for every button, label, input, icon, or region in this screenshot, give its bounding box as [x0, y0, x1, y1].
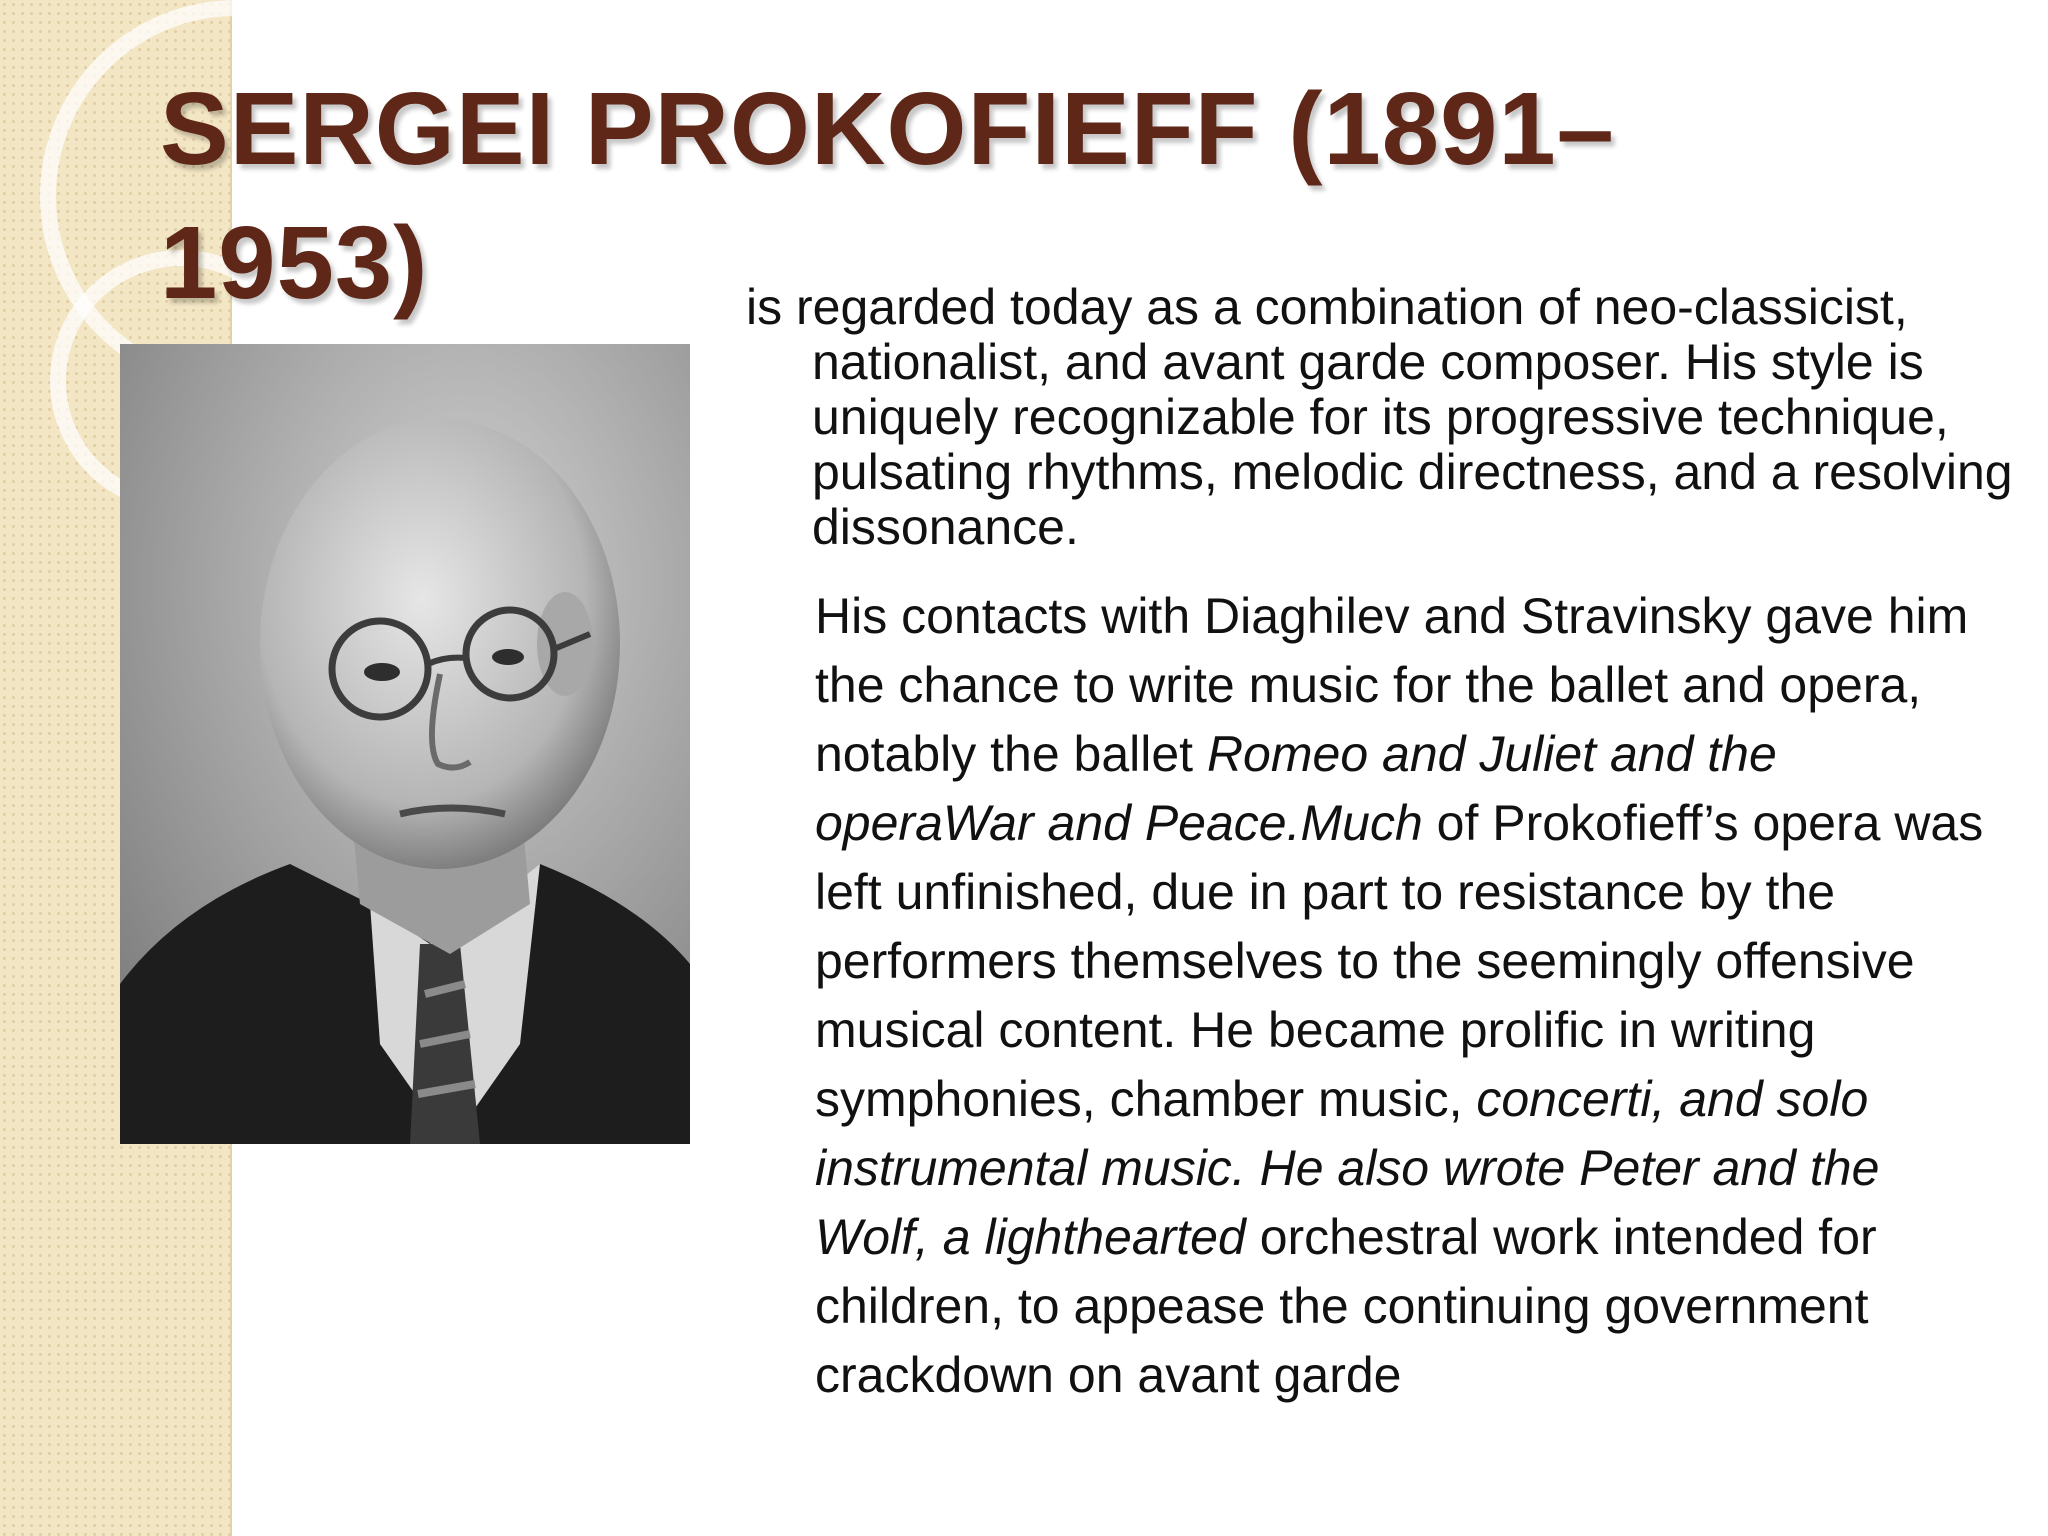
body-text-part-1: His contacts with Diaghilev and Stravinsky gave him the chance to write music for the ballet and opera, notably the ballet — [815, 588, 1969, 782]
body-text-italic-2: concerti, and solo instrumental music. He also wrote Peter and the Wolf, a lighthearted — [815, 1071, 1880, 1265]
portrait-photo-icon — [120, 344, 690, 1144]
body-text-italic-1: Romeo and Juliet and the operaWar and Peace.Much — [815, 726, 1777, 851]
slide-title: SERGEI PROKOFIEFF (1891–1953) — [160, 71, 1615, 320]
body-text-part-2: of Prokofieff’s opera was left unfinished, due in part to resistance by the performers themselves to the seemingly offensive musical content. He became prolific in writing symphonies, chamber music, — [815, 795, 1984, 1127]
intro-paragraph: is regarded today as a combination of neo-classicist, nationalist, and avant garde composer. His style is uniquely recognizable for its progressive technique, pulsating rhythms, melodic directness, and a resolving dissonance. — [746, 279, 2013, 555]
composer-portrait — [120, 344, 690, 1144]
body-paragraph — [815, 582, 2005, 1410]
body-text-part-3: orchestral work intended for children, to appease the continuing government crackdown on avant garde — [815, 1209, 1877, 1403]
